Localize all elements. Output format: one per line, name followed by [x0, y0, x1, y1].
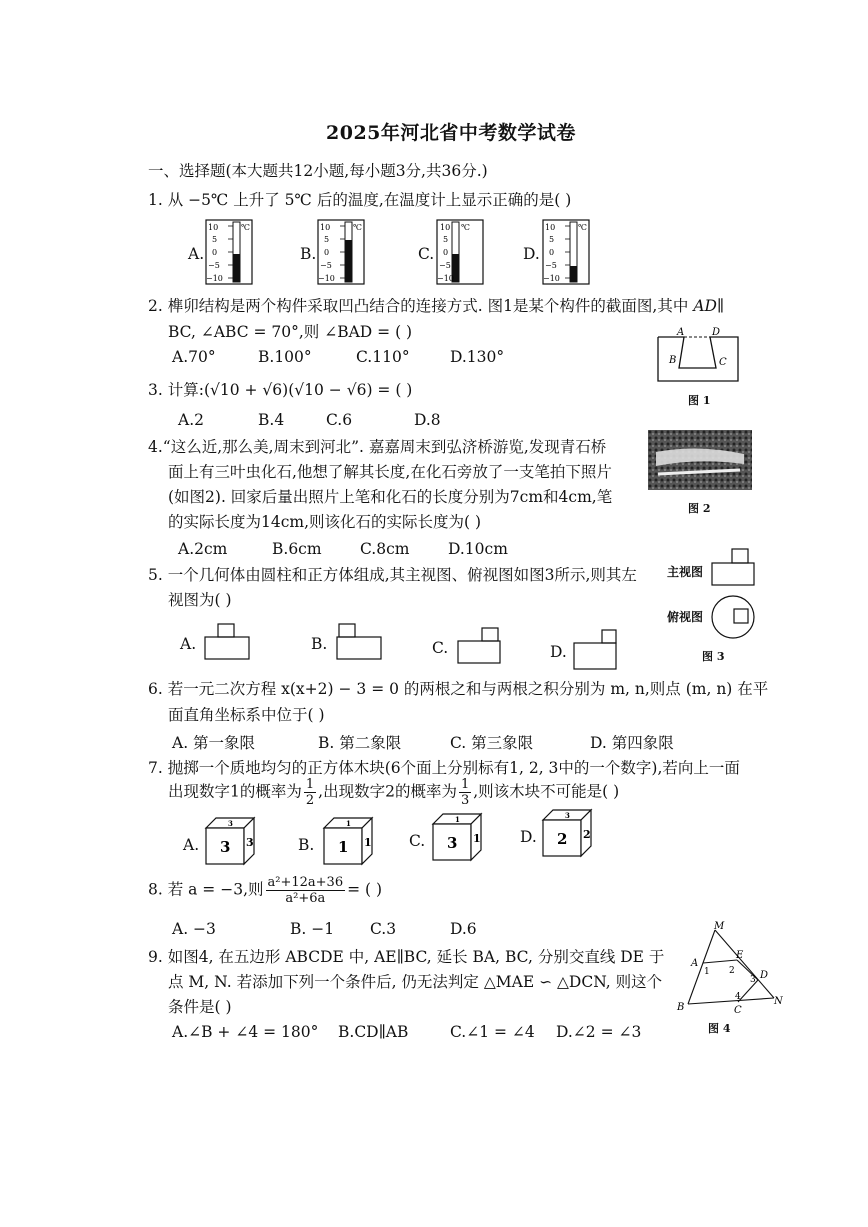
q9-line2: 点 M, N. 若添加下列一个条件后, 仍无法判定 △MAE ∽ △DCN, 则这个: [168, 973, 663, 991]
q1-text: 1. 从 −5℃ 上升了 5℃ 后的温度,在温度计上显示正确的是( ): [148, 191, 572, 209]
q9-line1: 9. 如图4, 在五边形 ABCDE 中, AE∥BC, 延长 BA, BC, 分别交直线 DE 于: [148, 948, 665, 966]
q2-option-d[interactable]: D.130°: [450, 348, 505, 366]
q7-cube-c: [431, 812, 483, 862]
q1-option-b[interactable]: B.: [300, 245, 317, 263]
q8-option-d[interactable]: D.6: [450, 920, 477, 938]
q7-line2-b: ,出现数字2的概率为: [318, 782, 457, 801]
angle-label: 2: [729, 966, 735, 976]
cube-side-number: 3: [246, 836, 254, 849]
point-label: C: [719, 357, 727, 368]
q9-line3: 条件是( ): [168, 998, 232, 1016]
tick-label: 5: [443, 235, 449, 244]
q4-option-b[interactable]: B.6cm: [272, 540, 322, 558]
fraction-denominator: 3: [460, 793, 470, 808]
q7-line2-a: 出现数字1的概率为: [168, 782, 302, 801]
tick-label: 10: [320, 223, 331, 232]
cube-side-number: 1: [364, 836, 372, 849]
q5-line1: 5. 一个几何体由圆柱和正方体组成,其主视图、俯视图如图3所示,则其左: [148, 566, 637, 584]
point-label: A: [691, 958, 699, 969]
q4-line3: (如图2). 回家后量出照片上笔和化石的长度分别为7cm和4cm,笔: [168, 488, 613, 506]
q7-fraction-2: [459, 777, 471, 808]
figure-2-caption: 图 2: [688, 502, 711, 515]
q9-option-a[interactable]: A.∠B + ∠4 = 180°: [172, 1023, 319, 1041]
q6-option-d[interactable]: D. 第四象限: [590, 734, 674, 752]
q5-line2: 视图为( ): [168, 591, 232, 609]
q7-option-d[interactable]: D.: [520, 828, 537, 846]
angle-label: 4: [735, 992, 741, 1002]
section-heading: 一、选择题(本大题共12小题,每小题3分,共36分.): [148, 162, 488, 180]
q3-option-b[interactable]: B.4: [258, 411, 285, 429]
cube-front-number: 1: [338, 838, 349, 856]
q4-line4: 的实际长度为14cm,则该化石的实际长度为( ): [168, 513, 482, 531]
q6-line1: 6. 若一元二次方程 x(x+2) − 3 = 0 的两根之和与两根之积分别为 m, n,则点 (m, n) 在平: [148, 680, 769, 698]
tick-label: 0: [212, 248, 218, 257]
figure-4-caption: 图 4: [708, 1022, 731, 1035]
q3-option-a[interactable]: A.2: [178, 411, 204, 429]
unit-label: ℃: [241, 223, 250, 232]
q7-line2: [168, 777, 619, 808]
front-view-label: 主视图: [667, 565, 704, 579]
cube-front-number: 3: [447, 834, 458, 852]
q8-option-c[interactable]: C.3: [370, 920, 397, 938]
q8-option-b[interactable]: B. −1: [290, 920, 335, 938]
q6-option-a[interactable]: A. 第一象限: [172, 734, 256, 752]
tick-label: −10: [437, 274, 454, 283]
point-label: C: [734, 1005, 742, 1016]
cube-top-number: 3: [565, 811, 570, 820]
tick-label: −5: [320, 261, 332, 270]
tick-label: −10: [206, 274, 223, 283]
point-label: A: [677, 327, 685, 338]
q7-cube-d: [541, 808, 593, 858]
angle-label: 1: [704, 967, 710, 977]
q4-option-d[interactable]: D.10cm: [448, 540, 508, 558]
q5-option-b[interactable]: B.: [311, 635, 328, 653]
angle-label: 3: [750, 975, 756, 985]
fraction-denominator: a²+6a: [285, 891, 326, 906]
tick-label: 10: [545, 223, 556, 232]
q4-option-a[interactable]: A.2cm: [178, 540, 228, 558]
q5-view-b: [335, 623, 383, 661]
q5-top-view: [710, 595, 758, 641]
figure-1-caption: 图 1: [688, 394, 711, 407]
q2-figure-1: [656, 325, 742, 385]
q5-option-c[interactable]: C.: [432, 639, 449, 657]
tick-label: −5: [545, 261, 557, 270]
q9-option-b[interactable]: B.CD∥AB: [338, 1023, 409, 1041]
tick-label: −10: [318, 274, 335, 283]
point-label: D: [712, 327, 721, 338]
q2-line2: BC, ∠ABC = 70°,则 ∠BAD = ( ): [168, 323, 413, 341]
q1-thermometer-c: [437, 220, 485, 286]
cube-top-number: 1: [455, 815, 460, 824]
q5-view-a: [203, 623, 251, 661]
q7-option-b[interactable]: B.: [298, 836, 315, 854]
tick-label: 0: [324, 248, 330, 257]
q2-line1: [148, 294, 724, 316]
q8-suffix: = ( ): [347, 880, 383, 899]
cube-side-number: 1: [473, 832, 481, 845]
q1-option-d[interactable]: D.: [523, 245, 540, 263]
q7-option-c[interactable]: C.: [409, 832, 426, 850]
q9-option-c[interactable]: C.∠1 = ∠4: [450, 1023, 535, 1041]
point-label: B: [669, 355, 677, 366]
q5-option-a[interactable]: A.: [180, 635, 197, 653]
point-label: D: [760, 970, 769, 981]
q7-line1: 7. 抛掷一个质地均匀的正方体木块(6个面上分别标有1, 2, 3中的一个数字),若向上一面: [148, 759, 740, 777]
q2-option-b[interactable]: B.100°: [258, 348, 312, 366]
q6-option-b[interactable]: B. 第二象限: [318, 734, 402, 752]
tick-label: 5: [324, 235, 330, 244]
point-label: M: [714, 921, 725, 932]
q2-line1-text: 2. 榫卯结构是两个构件采取凹凸结合的连接方式. 图1是某个构件的截面图,其中: [148, 297, 689, 315]
fraction-numerator: 1: [305, 777, 315, 792]
q1-option-a[interactable]: A.: [188, 245, 205, 263]
q8-prefix: 8. 若 a = −3,则: [148, 880, 264, 899]
unit-label: ℃: [461, 223, 470, 232]
q1-option-c[interactable]: C.: [418, 245, 435, 263]
q2-line1-math: AD∥: [693, 297, 725, 315]
point-label: B: [677, 1002, 685, 1013]
q7-cube-b: [322, 816, 374, 866]
tick-label: −5: [208, 261, 220, 270]
q5-view-c: [456, 627, 504, 665]
q8-option-a[interactable]: A. −3: [172, 920, 216, 938]
fraction-numerator: a²+12a+36: [267, 875, 344, 890]
q9-figure-4: [674, 920, 784, 1016]
tick-label: −10: [543, 274, 560, 283]
fraction-denominator: 2: [305, 793, 315, 808]
q8-fraction: [266, 875, 346, 906]
cube-top-number: 1: [346, 819, 351, 828]
top-view-label: 俯视图: [667, 610, 704, 624]
q4-line2: 面上有三叶虫化石,他想了解其长度,在化石旁放了一支笔拍下照片: [168, 463, 612, 481]
q7-cube-a: [204, 816, 256, 866]
q4-option-c[interactable]: C.8cm: [360, 540, 410, 558]
unit-label: ℃: [353, 223, 362, 232]
q5-option-d[interactable]: D.: [550, 643, 567, 661]
tick-label: 0: [549, 248, 555, 257]
page-title: 2025年河北省中考数学试卷: [326, 122, 576, 144]
q6-option-c[interactable]: C. 第三象限: [450, 734, 534, 752]
q2-option-a[interactable]: A.70°: [172, 348, 216, 366]
point-label: N: [774, 996, 783, 1007]
q3-text: 3. 计算:(√10 + √6)(√10 − √6) = ( ): [148, 381, 413, 399]
q9-option-d[interactable]: D.∠2 = ∠3: [556, 1023, 642, 1041]
q1-thermometer-d: [543, 220, 591, 286]
q5-front-view: [710, 548, 756, 588]
figure-3-caption: 图 3: [702, 650, 725, 663]
tick-label: 0: [443, 248, 449, 257]
tick-label: 10: [208, 223, 219, 232]
tick-label: 5: [549, 235, 555, 244]
q5-view-d: [572, 629, 620, 671]
point-label: E: [736, 950, 744, 961]
cube-top-number: 3: [228, 819, 233, 828]
q3-option-c[interactable]: C.6: [326, 411, 353, 429]
q2-option-c[interactable]: C.110°: [356, 348, 410, 366]
cube-front-number: 3: [220, 838, 231, 856]
q8-text: [148, 875, 382, 906]
q7-fraction-1: [304, 777, 316, 808]
q6-line2: 面直角坐标系中位于( ): [168, 706, 325, 724]
q4-line1: 4.“这么近,那么美,周末到河北”. 嘉嘉周末到弘济桥游览,发现青石桥: [148, 438, 607, 456]
q1-thermometer-a: [206, 220, 254, 286]
cube-side-number: 2: [583, 828, 591, 841]
q3-option-d[interactable]: D.8: [414, 411, 441, 429]
tick-label: −5: [439, 261, 451, 270]
q1-thermometer-b: [318, 220, 366, 286]
unit-label: ℃: [578, 223, 587, 232]
tick-label: 5: [212, 235, 218, 244]
fraction-numerator: 1: [460, 777, 470, 792]
tick-label: 10: [440, 223, 451, 232]
q4-photo-figure-2: [648, 430, 754, 492]
cube-front-number: 2: [557, 830, 568, 848]
q7-line2-c: ,则该木块不可能是( ): [473, 782, 620, 801]
q7-option-a[interactable]: A.: [183, 836, 200, 854]
